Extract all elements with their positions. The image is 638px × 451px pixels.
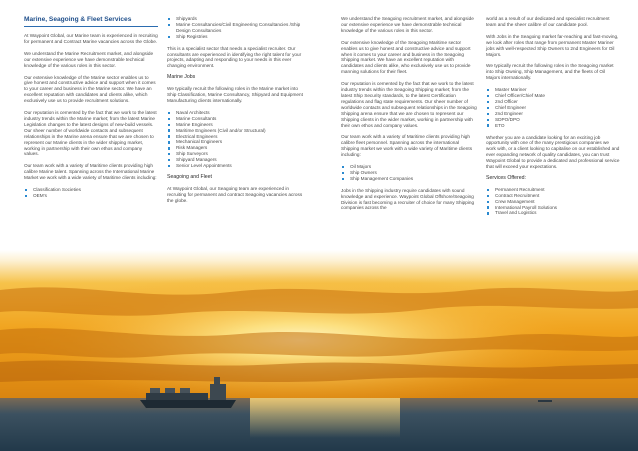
paragraph: Whether you are a candidate looking for an exciting job opportunity with one of the many prestigious companies we work with, or a client looking to capitalise on our established and ever expanding network of quality candidates, you can trust Waypoint Global to provide a dedicated and professional service that will exceed your expectations. xyxy=(486,134,620,170)
paragraph: With Jobs in the Seagoing market far-reaching and fast-moving, we look after roles that range from permanent Master Mariner jobs with well-respected Ship Owners to 2nd Engineers for Oil Majors. xyxy=(486,33,619,57)
square-bullet-icon xyxy=(487,189,489,191)
paragraph: We typically recruit the following roles in the Seagoing market into Ship Owning, Ship Management, and the fleets of Oil Majors internationally. xyxy=(486,63,614,81)
square-bullet-icon xyxy=(168,118,170,120)
section-title: Marine, Seagoing & Fleet Services xyxy=(24,16,132,23)
square-bullet-icon xyxy=(487,89,489,91)
list-item-text: Master Mariner xyxy=(495,87,527,93)
sun-reflection xyxy=(250,398,400,438)
sunset-ship-photo xyxy=(0,250,638,451)
square-bullet-icon xyxy=(168,141,170,143)
list-item-text: Oil Majors xyxy=(350,164,372,170)
paragraph: At Waypoint Global, our Marine team is experienced in recruiting for permanent and Contract Marine vacancies across the Globe. xyxy=(24,33,158,44)
square-bullet-icon xyxy=(487,101,489,103)
list-item-text: Senior Level Appointments xyxy=(176,163,232,169)
square-bullet-icon xyxy=(168,159,170,161)
clouds xyxy=(0,287,638,382)
list-item-text: Marine Consultants xyxy=(176,115,217,121)
list-item-text: OEM's xyxy=(33,192,47,198)
square-bullet-icon xyxy=(25,189,27,191)
list-item-text: SDPO/DPO xyxy=(495,116,520,122)
paragraph: We understand the Seagoing recruitment market, and alongside our extensive experience we have demonstrable technical knowledge of the various roles in this sector. xyxy=(341,16,474,33)
list-item-text: Risk Managers xyxy=(176,145,208,151)
list-item xyxy=(167,163,305,169)
square-bullet-icon xyxy=(25,195,27,197)
square-bullet-icon xyxy=(487,95,489,97)
square-bullet-icon xyxy=(168,129,170,131)
list-item-text: Ship Surveyors xyxy=(176,151,208,157)
subheading-marine-jobs: Marine Jobs xyxy=(167,74,196,81)
subheading-services-offered: Services Offered: xyxy=(486,174,526,181)
list-item xyxy=(486,210,620,216)
list-item xyxy=(486,123,620,129)
list-item-text: Shipyard Managers xyxy=(176,157,217,163)
list-item-text: 2nd Officer xyxy=(495,98,518,104)
small-boat xyxy=(538,400,552,402)
list-item-text: Marine Engineers xyxy=(176,121,213,127)
subheading-seagoing-fleet: Seagoing and Fleet xyxy=(167,173,212,180)
list-item-text: Travel and Logistics xyxy=(495,210,537,216)
paragraph: We typically recruit the following roles in the Marine market into Ship Classification, Marine Consultancy, Shipyard and Equipment Manufacturing clients internationally. xyxy=(167,86,303,103)
square-bullet-icon xyxy=(487,119,489,121)
square-bullet-icon xyxy=(487,206,489,208)
square-bullet-icon xyxy=(168,18,170,20)
list-item-text: Contract Recruitment xyxy=(495,192,540,198)
column-1 xyxy=(24,16,158,205)
sunset-sea-illustration xyxy=(0,250,638,451)
square-bullet-icon xyxy=(487,124,489,126)
square-bullet-icon xyxy=(168,112,170,114)
square-bullet-icon xyxy=(168,165,170,167)
services-list xyxy=(486,187,620,217)
square-bullet-icon xyxy=(342,178,344,180)
square-bullet-icon xyxy=(487,195,489,197)
list-item xyxy=(167,34,305,40)
list-item-text: Electrical Engineers xyxy=(176,133,218,139)
square-bullet-icon xyxy=(487,107,489,109)
list-item-text: Ship Management Companies xyxy=(350,175,414,181)
shipping-client-list xyxy=(341,164,477,182)
square-bullet-icon xyxy=(168,135,170,137)
list-item-text: Permanent Recruitment xyxy=(495,186,545,192)
column-2 xyxy=(167,16,305,210)
paragraph: Our team work with a variety of Maritime clients providing high calibre Marine talent. Spanning across the International Marine Market we work with a wide variety of Maritime clients including: xyxy=(24,163,157,181)
list-item xyxy=(24,193,158,199)
square-bullet-icon xyxy=(342,172,344,174)
list-item-text: Mechanical Engineers xyxy=(176,139,223,145)
paragraph: This is a specialist sector that needs a specialist recruiter. Our consultants are experienced in identifying the right talent for your projects, adapting and responding to your needs in this ever changing environment. xyxy=(167,45,302,69)
paragraph: Jobs in the Shipping industry require candidates with sound knowledge and experience. Waypoint Global Offshore/Seagoing Division is fast becoming a recruiter of choice for many Shipping companies across the xyxy=(341,187,475,211)
list-item-text: 2nd Engineer xyxy=(495,110,523,116)
list-item-text: Marine Consultancies/Civil Engineering Consultancies /Ship Design Consultancies xyxy=(176,21,301,33)
marine-jobs-list xyxy=(167,110,305,169)
list-item-text: Ship Owners xyxy=(350,169,377,175)
seagoing-roles-list xyxy=(486,87,620,128)
list-item-text: Shipyards xyxy=(176,16,197,21)
list-item-text: Ship Registries xyxy=(176,33,208,39)
paragraph: At Waypoint Global, our Seagoing team are experienced in recruiting for permanent and contract Seagoing vacancies across the globe. xyxy=(167,185,303,203)
list-item-text: ETO xyxy=(495,122,505,128)
square-bullet-icon xyxy=(168,124,170,126)
square-bullet-icon xyxy=(168,24,170,26)
paragraph: Our extensive knowledge of the Marine sector enables us to give honest and constructive advice and support when it comes to your career and business in the Marine sector. We have an excellent reputation with candidates and clients alike, which exclusively use us to provide recruitment solutions. xyxy=(24,74,156,104)
paragraph: Our team work with a variety of Maritime clients providing high calibre fleet personnel. Spanning across the international Shipping market we work with a wide variety of Maritime clients including: xyxy=(341,134,473,158)
square-bullet-icon xyxy=(342,166,344,168)
paragraph: Our reputation is cemented by the fact that we work to the latest industry trends within the Seagoing Shipping market; from the latest Ship Security standards, to the latest Certification regulations and flag state requirements. Our sheer number of worldwide contacts and subsequent relationships in the Seagoing Shipping arena ensure that we are chosen to represent our Shipping clients in the wider market, working in partnership with their own ethos and company values. xyxy=(341,81,477,128)
square-bullet-icon xyxy=(168,147,170,149)
square-bullet-icon xyxy=(487,212,489,214)
list-item-text: Crew Management xyxy=(495,198,535,204)
list-item-text: Chief Engineer xyxy=(495,104,527,110)
column-3 xyxy=(341,16,477,217)
paragraph: world as a result of our dedicated and specialist recruitment team and the sheer calibre of our candidate pool. xyxy=(486,16,610,27)
paragraph: Our reputation is cemented by the fact that we work to the latest industry trends within the Marine market; from the latest Marine Legislation changes to the latest designs of new-build vessels. Our sheer number of worldwide contacts and subsequent relationships in the Marine arena ensure that we are chosen to represent our Marine clients in the wider shipping market, working in partnership with their own ethos and company values. xyxy=(24,110,157,157)
list-item-text: Naval Architects xyxy=(176,109,210,115)
list-item xyxy=(167,22,305,34)
paragraph: Our extensive knowledge of the Seagoing Maritime sector enables us to give honest and constructive advice and support when it comes to your career and business in the Seagoing Shipping market. We have an excellent reputation with candidates and clients alike, who exclusively use us to provide manning solutions for their fleet. xyxy=(341,39,471,75)
client-list-continued xyxy=(167,16,305,40)
square-bullet-icon xyxy=(487,113,489,115)
square-bullet-icon xyxy=(168,153,170,155)
list-item-text: Classification Societies xyxy=(33,187,81,193)
list-item-text: Chief Officer/Chief Mate xyxy=(495,93,545,99)
column-4 xyxy=(486,16,620,222)
client-list xyxy=(24,187,158,199)
square-bullet-icon xyxy=(168,36,170,38)
square-bullet-icon xyxy=(487,201,489,203)
paragraph: We understand the Marine Recruitment market, and alongside our extensive experience we have demonstrable technical knowledge of the various roles in this sector. xyxy=(24,50,154,68)
title-underline xyxy=(24,26,158,27)
list-item xyxy=(341,176,477,182)
list-item-text: Maritime Engineers (Civil and/or Structural) xyxy=(176,127,266,133)
list-item-text: International Payroll Solutions xyxy=(495,204,558,210)
